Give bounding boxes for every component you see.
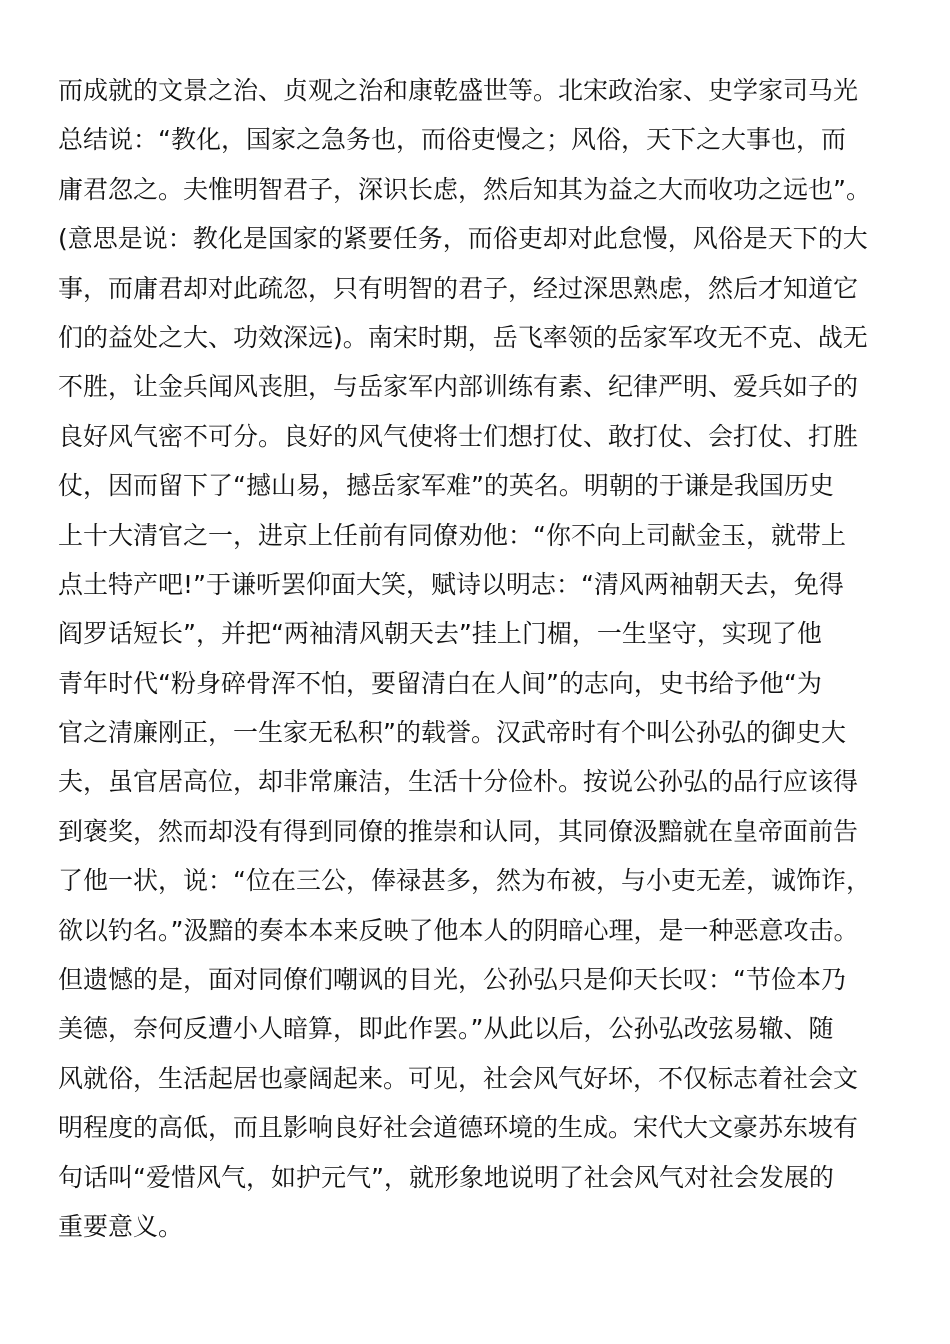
- text-line-11: 点土特产吧!”于谦听罢仰面大笑，赋诗以明志：“清风两袖朝天去，免得: [58, 569, 844, 599]
- text-line-20: 美德，奈何反遭小人暗算，即此作罢。”从此以后，公孙弘改弦易辙、随: [58, 1014, 834, 1044]
- text-line-4: (意思是说：教化是国家的紧要任务，而俗吏却对此怠慢，风俗是天下的大: [58, 224, 868, 254]
- text-line-23: 句话叫“爱惜风气，如护元气”，就形象地说明了社会风气对社会发展的: [58, 1162, 834, 1192]
- text-line-14: 官之清廉刚正，一生家无私积”的载誉。汉武帝时有个叫公孙弘的御史大: [58, 718, 846, 748]
- text-line-1: 而成就的文景之治、贞观之治和康乾盛世等。北宋政治家、史学家司马光: [58, 76, 859, 105]
- text-line-3: 庸君忽之。夫惟明智君子，深识长虑，然后知其为益之大而收功之远也”。: [58, 174, 871, 204]
- text-line-21: 风就俗，生活起居也豪阔起来。可见，社会风气好坏，不仅标志着社会文: [58, 1063, 859, 1093]
- text-line-22: 明程度的高低，而且影响良好社会道德环境的生成。宋代大文豪苏东坡有: [58, 1113, 859, 1143]
- text-line-19: 但遗憾的是，面对同僚们嘲讽的目光，公孙弘只是仰天长叹：“节俭本乃: [58, 965, 846, 995]
- text-line-13: 青年时代“粉身碎骨浑不怕，要留清白在人间”的志向，史书给予他“为: [58, 668, 822, 698]
- text-line-8: 良好风气密不可分。良好的风气使将士们想打仗、敢打仗、会打仗、打胜: [58, 421, 859, 451]
- text-line-2: 总结说：“教化，国家之急务也，而俗吏慢之；风俗，天下之大事也，而: [58, 125, 846, 155]
- text-line-7: 不胜，让金兵闻风丧胆，与岳家军内部训练有素、纪律严明、爱兵如子的: [58, 372, 859, 402]
- body-paragraph: [58, 66, 898, 1251]
- text-line-16: 到褒奖，然而却没有得到同僚的推崇和认同，其同僚汲黯就在皇帝面前告: [58, 816, 859, 846]
- text-line-17: 了他一状，说：“位在三公，俸禄甚多，然为布被，与小吏无差，诚饰诈，: [58, 866, 871, 896]
- text-line-12: 阎罗话短长”，并把“两袖清风朝天去”挂上门楣，一生坚守，实现了他: [58, 619, 822, 649]
- text-line-18: 欲以钓名。”汲黯的奏本本来反映了他本人的阴暗心理，是一种恶意攻击。: [58, 915, 859, 945]
- text-line-24: 重要意义。: [58, 1211, 184, 1241]
- text-line-5: 事，而庸君却对此疏忽，只有明智的君子，经过深思熟虑，然后才知道它: [58, 273, 859, 303]
- text-line-10: 上十大清官之一，进京上任前有同僚劝他：“你不向上司献金玉，就带上: [58, 520, 846, 550]
- text-line-6: 们的益处之大、功效深远)。南宋时期，岳飞率领的岳家军攻无不克、战无: [58, 322, 868, 352]
- text-line-15: 夫，虽官居高位，却非常廉洁，生活十分俭朴。按说公孙弘的品行应该得: [58, 767, 859, 797]
- text-line-9: 仗，因而留下了“撼山易，撼岳家军难”的英名。明朝的于谦是我国历史: [58, 471, 834, 501]
